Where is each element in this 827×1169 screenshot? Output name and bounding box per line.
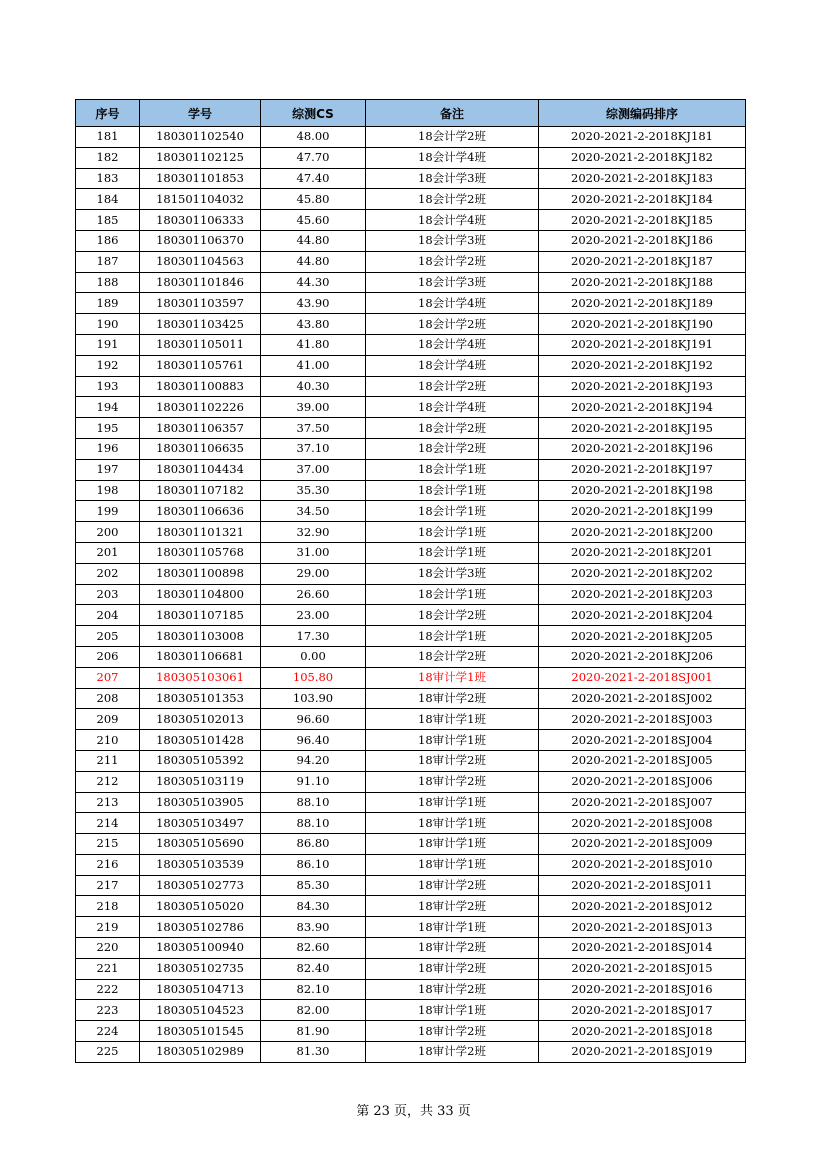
cell-remark: 18会计学2班 [366,418,539,439]
cell-student-id: 180301103597 [140,293,261,314]
cell-score: 43.90 [261,293,366,314]
cell-ranking-code: 2020-2021-2-2018KJ193 [539,376,746,397]
cell-index: 193 [76,376,140,397]
cell-ranking-code: 2020-2021-2-2018SJ005 [539,750,746,771]
table-row [76,542,746,563]
cell-remark: 18会计学1班 [366,501,539,522]
cell-remark: 18审计学2班 [366,688,539,709]
cell-remark: 18审计学1班 [366,667,539,688]
table-row [76,688,746,709]
cell-index: 195 [76,418,140,439]
table-row [76,397,746,418]
cell-index: 200 [76,522,140,543]
cell-student-id: 180301104800 [140,584,261,605]
cell-score: 0.00 [261,646,366,667]
cell-remark: 18会计学1班 [366,626,539,647]
table-row [76,314,746,335]
cell-score: 96.40 [261,730,366,751]
cell-score: 29.00 [261,563,366,584]
cell-score: 41.00 [261,355,366,376]
cell-remark: 18会计学2班 [366,251,539,272]
cell-index: 219 [76,917,140,938]
cell-score: 82.60 [261,938,366,959]
cell-ranking-code: 2020-2021-2-2018KJ189 [539,293,746,314]
cell-student-id: 180301102540 [140,127,261,148]
cell-index: 191 [76,334,140,355]
cell-index: 197 [76,459,140,480]
cell-ranking-code: 2020-2021-2-2018SJ008 [539,813,746,834]
cell-score: 83.90 [261,917,366,938]
table-row [76,501,746,522]
cell-score: 40.30 [261,376,366,397]
header-ranking-code: 综测编码排序 [539,100,746,127]
cell-remark: 18审计学2班 [366,1042,539,1063]
cell-index: 181 [76,127,140,148]
cell-ranking-code: 2020-2021-2-2018KJ201 [539,542,746,563]
table-row [76,230,746,251]
cell-score: 44.80 [261,230,366,251]
cell-index: 192 [76,355,140,376]
cell-student-id: 180305105392 [140,750,261,771]
cell-remark: 18审计学1班 [366,834,539,855]
cell-student-id: 180301104434 [140,459,261,480]
cell-score: 44.30 [261,272,366,293]
cell-student-id: 180305105020 [140,896,261,917]
cell-remark: 18会计学3班 [366,230,539,251]
page-footer: 第 23 页，共 33 页 [356,1104,471,1119]
cell-remark: 18审计学2班 [366,771,539,792]
cell-score: 34.50 [261,501,366,522]
cell-index: 203 [76,584,140,605]
cell-ranking-code: 2020-2021-2-2018SJ010 [539,854,746,875]
cell-remark: 18会计学4班 [366,147,539,168]
table-row [76,563,746,584]
table-row [76,459,746,480]
cell-index: 225 [76,1042,140,1063]
cell-student-id: 180305102013 [140,709,261,730]
cell-score: 45.60 [261,210,366,231]
cell-index: 212 [76,771,140,792]
cell-remark: 18审计学2班 [366,896,539,917]
table-row [76,480,746,501]
cell-score: 31.00 [261,542,366,563]
cell-remark: 18会计学2班 [366,314,539,335]
table-row [76,771,746,792]
cell-score: 103.90 [261,688,366,709]
table-row [76,293,746,314]
cell-ranking-code: 2020-2021-2-2018KJ187 [539,251,746,272]
cell-student-id: 180305102773 [140,875,261,896]
cell-remark: 18会计学1班 [366,459,539,480]
cell-ranking-code: 2020-2021-2-2018SJ006 [539,771,746,792]
cell-ranking-code: 2020-2021-2-2018KJ190 [539,314,746,335]
cell-ranking-code: 2020-2021-2-2018KJ185 [539,210,746,231]
cell-student-id: 180301101321 [140,522,261,543]
cell-student-id: 180301105768 [140,542,261,563]
cell-score: 44.80 [261,251,366,272]
cell-score: 47.70 [261,147,366,168]
table-row [76,730,746,751]
cell-index: 184 [76,189,140,210]
cell-remark: 18审计学1班 [366,1000,539,1021]
cell-student-id: 180305102989 [140,1042,261,1063]
cell-remark: 18会计学4班 [366,334,539,355]
cell-ranking-code: 2020-2021-2-2018KJ197 [539,459,746,480]
cell-student-id: 180301103008 [140,626,261,647]
cell-score: 84.30 [261,896,366,917]
cell-remark: 18审计学2班 [366,958,539,979]
table-row [76,272,746,293]
cell-ranking-code: 2020-2021-2-2018KJ199 [539,501,746,522]
cell-index: 189 [76,293,140,314]
cell-ranking-code: 2020-2021-2-2018SJ017 [539,1000,746,1021]
cell-index: 207 [76,667,140,688]
cell-score: 23.00 [261,605,366,626]
cell-score: 81.30 [261,1042,366,1063]
cell-index: 220 [76,938,140,959]
cell-index: 202 [76,563,140,584]
cell-index: 209 [76,709,140,730]
cell-ranking-code: 2020-2021-2-2018SJ012 [539,896,746,917]
cell-ranking-code: 2020-2021-2-2018KJ192 [539,355,746,376]
table-row [76,896,746,917]
cell-student-id: 180301107182 [140,480,261,501]
cell-student-id: 180305102735 [140,958,261,979]
cell-ranking-code: 2020-2021-2-2018SJ016 [539,979,746,1000]
cell-remark: 18会计学4班 [366,210,539,231]
cell-index: 185 [76,210,140,231]
cell-remark: 18会计学1班 [366,480,539,501]
cell-ranking-code: 2020-2021-2-2018KJ203 [539,584,746,605]
cell-student-id: 180301100883 [140,376,261,397]
cell-student-id: 180305103061 [140,667,261,688]
cell-score: 47.40 [261,168,366,189]
table-row [76,418,746,439]
cell-index: 213 [76,792,140,813]
cell-score: 41.80 [261,334,366,355]
cell-student-id: 180305101545 [140,1021,261,1042]
cell-index: 223 [76,1000,140,1021]
cell-score: 17.30 [261,626,366,647]
cell-index: 183 [76,168,140,189]
table-row [76,667,746,688]
cell-student-id: 180305105690 [140,834,261,855]
cell-score: 37.10 [261,438,366,459]
cell-index: 217 [76,875,140,896]
cell-student-id: 180305102786 [140,917,261,938]
cell-student-id: 180301102125 [140,147,261,168]
table-row [76,834,746,855]
cell-student-id: 181501104032 [140,189,261,210]
table-row [76,605,746,626]
table-header [76,100,746,127]
table-row [76,813,746,834]
cell-ranking-code: 2020-2021-2-2018KJ202 [539,563,746,584]
cell-student-id: 180301106636 [140,501,261,522]
cell-student-id: 180305101353 [140,688,261,709]
table-row [76,584,746,605]
cell-remark: 18会计学2班 [366,438,539,459]
table-row [76,334,746,355]
cell-remark: 18会计学4班 [366,293,539,314]
cell-remark: 18审计学2班 [366,979,539,1000]
cell-ranking-code: 2020-2021-2-2018KJ204 [539,605,746,626]
table-row [76,626,746,647]
cell-index: 199 [76,501,140,522]
cell-ranking-code: 2020-2021-2-2018SJ011 [539,875,746,896]
cell-ranking-code: 2020-2021-2-2018SJ002 [539,688,746,709]
cell-score: 45.80 [261,189,366,210]
cell-ranking-code: 2020-2021-2-2018KJ188 [539,272,746,293]
cell-index: 218 [76,896,140,917]
table-row [76,210,746,231]
cell-remark: 18审计学2班 [366,750,539,771]
cell-index: 182 [76,147,140,168]
cell-score: 96.60 [261,709,366,730]
header-student-id: 学号 [140,100,261,127]
table-row [76,522,746,543]
cell-student-id: 180305101428 [140,730,261,751]
cell-index: 205 [76,626,140,647]
cell-ranking-code: 2020-2021-2-2018KJ195 [539,418,746,439]
cell-student-id: 180301101853 [140,168,261,189]
cell-index: 204 [76,605,140,626]
table-row [76,792,746,813]
cell-remark: 18会计学2班 [366,189,539,210]
cell-student-id: 180301106357 [140,418,261,439]
cell-remark: 18审计学2班 [366,875,539,896]
cell-score: 48.00 [261,127,366,148]
cell-remark: 18审计学1班 [366,709,539,730]
cell-ranking-code: 2020-2021-2-2018SJ007 [539,792,746,813]
table-row [76,147,746,168]
cell-score: 82.40 [261,958,366,979]
cell-score: 43.80 [261,314,366,335]
cell-student-id: 180305103497 [140,813,261,834]
cell-score: 91.10 [261,771,366,792]
cell-student-id: 180305103905 [140,792,261,813]
cell-student-id: 180301105761 [140,355,261,376]
cell-remark: 18会计学1班 [366,542,539,563]
cell-score: 81.90 [261,1021,366,1042]
cell-student-id: 180305103539 [140,854,261,875]
cell-index: 201 [76,542,140,563]
cell-ranking-code: 2020-2021-2-2018SJ004 [539,730,746,751]
cell-score: 94.20 [261,750,366,771]
cell-ranking-code: 2020-2021-2-2018KJ206 [539,646,746,667]
cell-student-id: 180301106333 [140,210,261,231]
cell-student-id: 180301100898 [140,563,261,584]
cell-remark: 18会计学2班 [366,127,539,148]
cell-remark: 18会计学3班 [366,272,539,293]
cell-ranking-code: 2020-2021-2-2018KJ186 [539,230,746,251]
cell-student-id: 180305104713 [140,979,261,1000]
cell-score: 88.10 [261,792,366,813]
table-body [76,127,746,1063]
cell-ranking-code: 2020-2021-2-2018KJ200 [539,522,746,543]
cell-ranking-code: 2020-2021-2-2018SJ003 [539,709,746,730]
cell-score: 32.90 [261,522,366,543]
cell-student-id: 180301106681 [140,646,261,667]
cell-index: 221 [76,958,140,979]
cell-student-id: 180301104563 [140,251,261,272]
table-row [76,376,746,397]
table-row [76,750,746,771]
table-row [76,979,746,1000]
table-row [76,917,746,938]
cell-remark: 18审计学1班 [366,792,539,813]
cell-index: 222 [76,979,140,1000]
cell-score: 35.30 [261,480,366,501]
cell-index: 187 [76,251,140,272]
cell-index: 210 [76,730,140,751]
cell-index: 198 [76,480,140,501]
table-row [76,438,746,459]
table-row [76,355,746,376]
cell-ranking-code: 2020-2021-2-2018SJ009 [539,834,746,855]
cell-score: 85.30 [261,875,366,896]
score-table [75,99,746,1063]
header-index: 序号 [76,100,140,127]
cell-ranking-code: 2020-2021-2-2018SJ013 [539,917,746,938]
table-row [76,189,746,210]
table-row [76,854,746,875]
cell-index: 216 [76,854,140,875]
cell-score: 86.10 [261,854,366,875]
cell-remark: 18会计学2班 [366,646,539,667]
cell-remark: 18会计学3班 [366,563,539,584]
table-row [76,958,746,979]
cell-ranking-code: 2020-2021-2-2018KJ182 [539,147,746,168]
cell-score: 86.80 [261,834,366,855]
cell-student-id: 180301101846 [140,272,261,293]
header-row [76,100,746,127]
cell-ranking-code: 2020-2021-2-2018SJ001 [539,667,746,688]
table-row [76,1042,746,1063]
cell-index: 215 [76,834,140,855]
cell-remark: 18审计学1班 [366,730,539,751]
cell-remark: 18审计学1班 [366,854,539,875]
cell-ranking-code: 2020-2021-2-2018SJ018 [539,1021,746,1042]
cell-ranking-code: 2020-2021-2-2018KJ198 [539,480,746,501]
table-row [76,1021,746,1042]
cell-index: 208 [76,688,140,709]
cell-score: 88.10 [261,813,366,834]
cell-ranking-code: 2020-2021-2-2018SJ019 [539,1042,746,1063]
cell-ranking-code: 2020-2021-2-2018SJ015 [539,958,746,979]
header-remark: 备注 [366,100,539,127]
cell-index: 196 [76,438,140,459]
cell-remark: 18会计学3班 [366,168,539,189]
cell-ranking-code: 2020-2021-2-2018KJ196 [539,438,746,459]
cell-student-id: 180305100940 [140,938,261,959]
cell-student-id: 180301105011 [140,334,261,355]
cell-score: 82.10 [261,979,366,1000]
cell-score: 37.00 [261,459,366,480]
cell-score: 105.80 [261,667,366,688]
table-row [76,938,746,959]
cell-remark: 18会计学4班 [366,355,539,376]
table-row [76,251,746,272]
cell-score: 26.60 [261,584,366,605]
header-score: 综测CS [261,100,366,127]
cell-ranking-code: 2020-2021-2-2018KJ181 [539,127,746,148]
table-row [76,875,746,896]
cell-student-id: 180301102226 [140,397,261,418]
cell-ranking-code: 2020-2021-2-2018SJ014 [539,938,746,959]
cell-student-id: 180305104523 [140,1000,261,1021]
table-row [76,127,746,148]
cell-remark: 18审计学2班 [366,1021,539,1042]
cell-index: 224 [76,1021,140,1042]
cell-ranking-code: 2020-2021-2-2018KJ191 [539,334,746,355]
cell-index: 186 [76,230,140,251]
cell-ranking-code: 2020-2021-2-2018KJ184 [539,189,746,210]
table-row [76,709,746,730]
cell-index: 190 [76,314,140,335]
cell-ranking-code: 2020-2021-2-2018KJ205 [539,626,746,647]
cell-student-id: 180301103425 [140,314,261,335]
cell-index: 194 [76,397,140,418]
cell-student-id: 180301106370 [140,230,261,251]
cell-remark: 18会计学2班 [366,376,539,397]
cell-score: 39.00 [261,397,366,418]
cell-remark: 18会计学1班 [366,584,539,605]
cell-remark: 18会计学4班 [366,397,539,418]
cell-index: 206 [76,646,140,667]
cell-ranking-code: 2020-2021-2-2018KJ194 [539,397,746,418]
cell-student-id: 180305103119 [140,771,261,792]
cell-ranking-code: 2020-2021-2-2018KJ183 [539,168,746,189]
cell-remark: 18会计学1班 [366,522,539,543]
cell-remark: 18会计学2班 [366,605,539,626]
cell-student-id: 180301106635 [140,438,261,459]
cell-student-id: 180301107185 [140,605,261,626]
cell-index: 188 [76,272,140,293]
cell-remark: 18审计学1班 [366,813,539,834]
cell-score: 37.50 [261,418,366,439]
cell-index: 214 [76,813,140,834]
cell-remark: 18审计学2班 [366,938,539,959]
cell-index: 211 [76,750,140,771]
cell-remark: 18审计学1班 [366,917,539,938]
table-row [76,168,746,189]
table-row [76,646,746,667]
cell-score: 82.00 [261,1000,366,1021]
table-row [76,1000,746,1021]
